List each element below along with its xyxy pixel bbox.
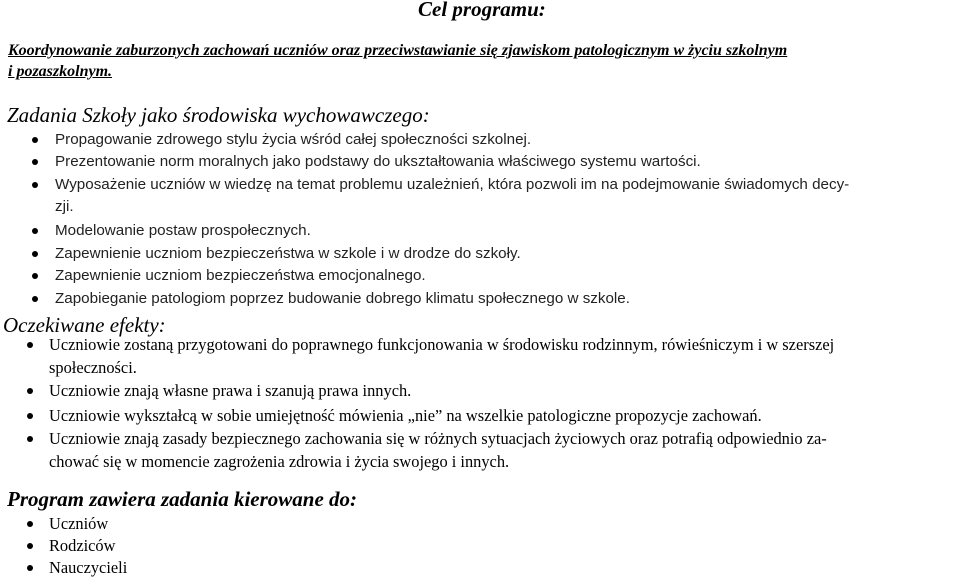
list-item: Nauczycieli: [0, 556, 960, 578]
program-goal-heading: Cel programu:: [418, 0, 546, 21]
expected-effects-heading: Oczekiwane efekty:: [3, 313, 166, 337]
bullet-icon: [32, 182, 38, 188]
list-item: Uczniowie znają własne prawa i szanują prawa innych.: [0, 379, 960, 404]
bullet-icon: [32, 273, 38, 279]
bullet-icon: [27, 388, 33, 394]
bullet-icon: [32, 159, 38, 165]
bullet-icon: [32, 296, 38, 302]
list-item: Uczniowie wykształcą w sobie umiejętność mówienia „nie” na wszelkie patologiczne propozycje zachowań.: [0, 404, 960, 427]
list-item: Modelowanie postaw prospołecznych.: [0, 220, 960, 243]
list-item: Propagowanie zdrowego stylu życia wśród całej społeczności szkolnej.: [0, 129, 960, 151]
list-item: Uczniowie znają zasady bezpiecznego zachowania się w różnych sytuacjach życiowych oraz potrafią odpowiednio za- chować się w momencie zagrożenia zdrowia i życia swojego i innych.: [0, 427, 960, 473]
bullet-icon: [32, 251, 38, 257]
list-item: Uczniów: [0, 512, 960, 534]
expected-effects-list: [0, 333, 960, 473]
bullet-icon: [27, 543, 33, 549]
list-item: Prezentowanie norm moralnych jako podstawy do ukształtowania właściwego systemu wartości.: [0, 151, 960, 174]
list-item: Rodziców: [0, 534, 960, 556]
program-goal-line-1: Koordynowanie zaburzonych zachowań uczniów oraz przeciwstawianie się zjawiskom patologicznym w życiu szkolnym: [8, 42, 788, 59]
list-item: Wyposażenie uczniów w wiedzę na temat problemu uzależnień, która pozwoli im na podejmowanie świadomych decy- zji.: [0, 174, 960, 220]
bullet-icon: [27, 436, 33, 442]
bullet-icon: [27, 413, 33, 419]
school-tasks-heading: Zadania Szkoły jako środowiska wychowawczego:: [7, 103, 430, 127]
bullet-icon: [32, 137, 38, 143]
list-item: Zapewnienie uczniom bezpieczeństwa emocjonalnego.: [0, 265, 960, 288]
program-targets-heading: Program zawiera zadania kierowane do:: [7, 487, 358, 511]
list-item: Zapobieganie patologiom poprzez budowanie dobrego klimatu społecznego w szkole.: [0, 288, 960, 310]
list-item: Zapewnienie uczniom bezpieczeństwa w szkole i w drodze do szkoły.: [0, 243, 960, 265]
list-item: Uczniowie zostaną przygotowani do poprawnego funkcjonowania w środowisku rodzinnym, rówieśniczym i w szerszej społeczności.: [0, 333, 960, 379]
bullet-icon: [27, 565, 33, 571]
bullet-icon: [32, 228, 38, 234]
bullet-icon: [27, 521, 33, 527]
program-targets-list: [0, 512, 960, 578]
bullet-icon: [27, 342, 33, 348]
school-tasks-list: [0, 129, 960, 310]
program-goal-line-2: i pozaszkolnym.: [8, 63, 113, 80]
